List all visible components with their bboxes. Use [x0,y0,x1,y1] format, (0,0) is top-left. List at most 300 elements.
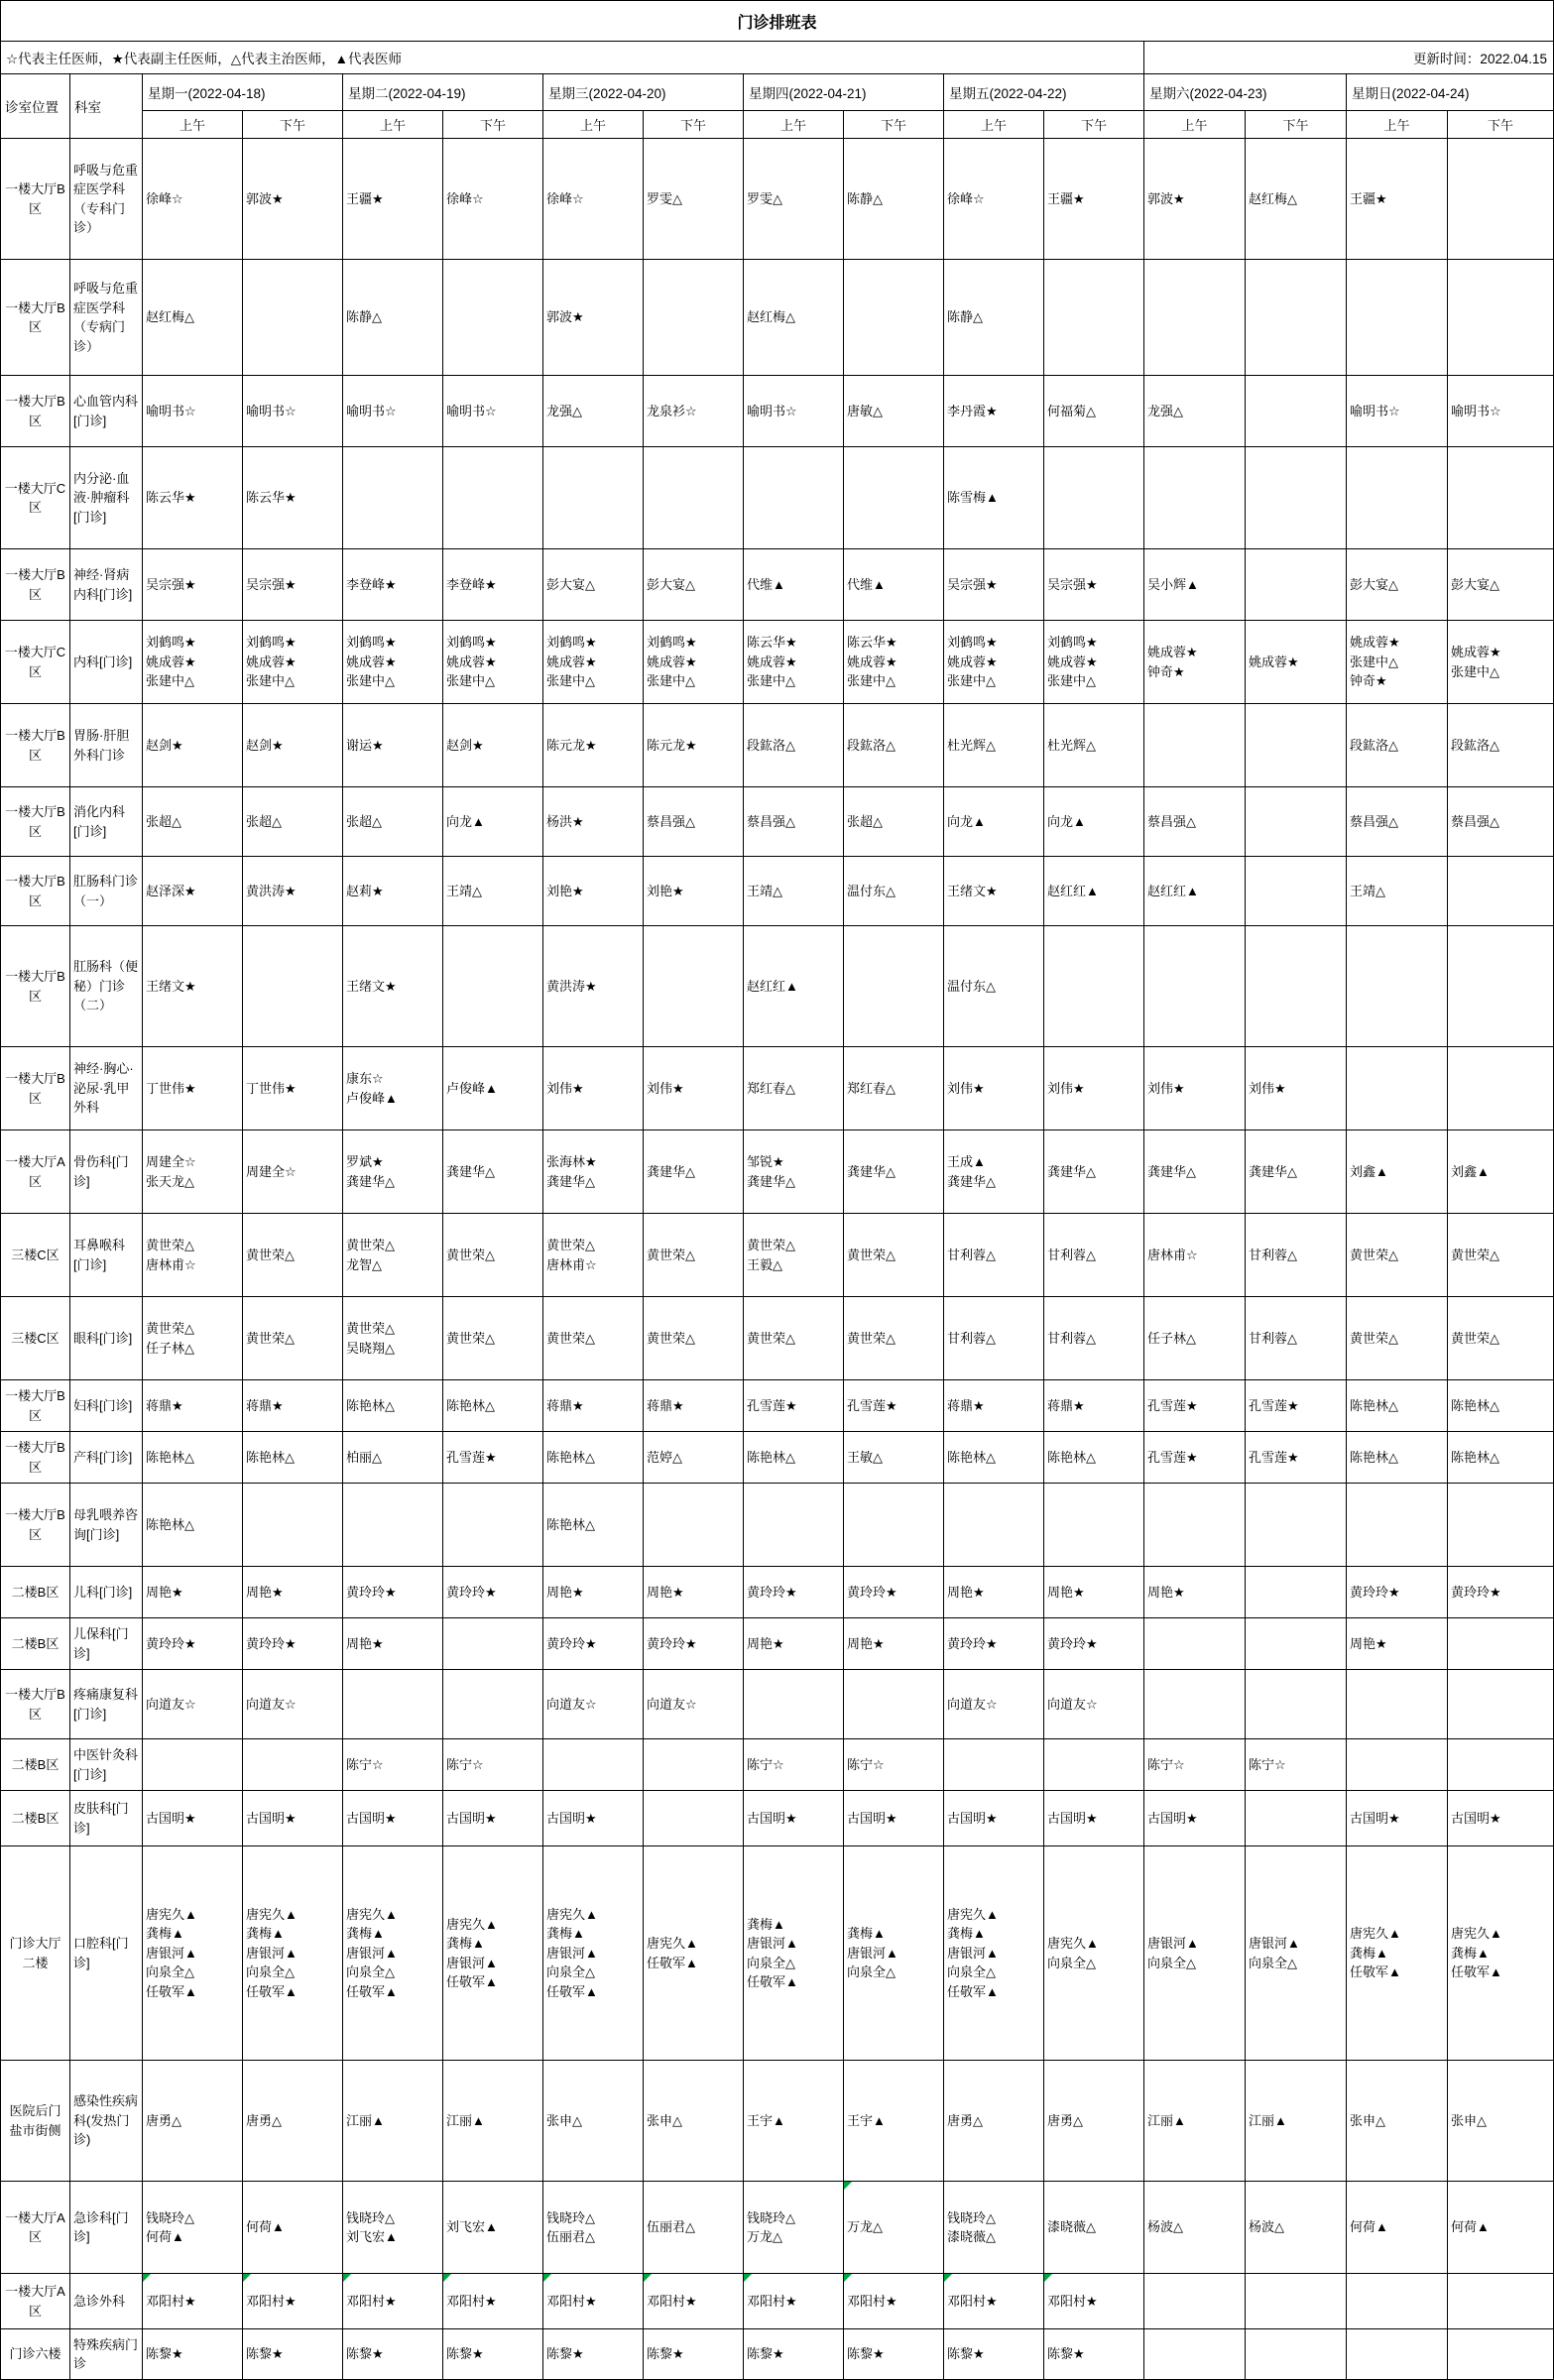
am-header: 上午 [1144,111,1246,139]
schedule-cell: 甘利蓉△ [1246,1214,1347,1297]
schedule-cell: 唐宪久▲ 龚梅▲ 唐银河▲ 向泉全△ 任敬军▲ [944,1846,1044,2061]
schedule-cell: 黄玲玲★ [644,1618,744,1670]
title-row [1,1,1554,42]
schedule-cell: 罗斌★ 龚建华△ [343,1130,443,1214]
schedule-cell: 黄玲玲★ [143,1618,243,1670]
location-cell: 一楼大厅C区 [1,447,70,549]
schedule-cell: 周建全☆ 张天龙△ [143,1130,243,1214]
schedule-cell: 卢俊峰▲ [443,1047,543,1130]
location-cell: 一楼大厅B区 [1,787,70,857]
schedule-cell: 陈艳林△ [1347,1432,1448,1484]
schedule-cell [1246,2329,1347,2380]
schedule-cell [1246,1670,1347,1739]
schedule-cell: 周艳★ [243,1567,343,1618]
location-cell: 一楼大厅B区 [1,1484,70,1567]
schedule-cell: 柏丽△ [343,1432,443,1484]
table-row [1,1846,1554,2061]
schedule-cell [1347,1047,1448,1130]
schedule-cell: 黄世荣△ [1347,1297,1448,1380]
schedule-cell [1246,704,1347,787]
schedule-cell [443,260,543,376]
schedule-cell: 黄世荣△ 龙智△ [343,1214,443,1297]
schedule-cell: 向道友☆ [543,1670,644,1739]
location-cell: 一楼大厅B区 [1,376,70,447]
schedule-cell: 陈元龙★ [644,704,744,787]
schedule-cell: 刘伟★ [1144,1047,1246,1130]
schedule-cell [1144,2329,1246,2380]
schedule-cell: 孔雪莲★ [1144,1432,1246,1484]
schedule-cell: 赵红红▲ [744,926,844,1047]
schedule-cell: 古国明★ [1347,1791,1448,1846]
location-cell: 一楼大厅B区 [1,549,70,621]
schedule-cell: 黄世荣△ [644,1214,744,1297]
schedule-cell: 唐宪久▲ 龚梅▲ 唐银河▲ 任敬军▲ [443,1846,543,2061]
schedule-cell: 赵红梅△ [744,260,844,376]
schedule-cell: 陈静△ [844,139,944,260]
schedule-cell: 徐峰☆ [143,139,243,260]
pm-header: 下午 [644,111,744,139]
schedule-cell: 向道友☆ [944,1670,1044,1739]
schedule-cell: 吴宗强★ [944,549,1044,621]
schedule-cell: 陈黎★ [844,2329,944,2380]
schedule-cell: 钱晓玲△ 刘飞宏▲ [343,2182,443,2274]
schedule-cell: 段鈜洛△ [744,704,844,787]
schedule-cell: 陈艳林△ [243,1432,343,1484]
schedule-cell: 陈艳林△ [443,1380,543,1432]
schedule-cell: 唐宪久▲ 龚梅▲ 唐银河▲ 向泉全△ 任敬军▲ [243,1846,343,2061]
department-cell: 内分泌·血液·肿瘤科[门诊] [70,447,143,549]
schedule-cell: 陈云华★ 姚成蓉★ 张建中△ [744,621,844,704]
day-header-mon: 星期一(2022-04-18) [143,74,343,111]
schedule-cell: 蔡昌强△ [1448,787,1554,857]
schedule-cell: 陈艳林△ [543,1432,644,1484]
schedule-cell: 黄世荣△ 任子林△ [143,1297,243,1380]
schedule-cell: 吴小辉▲ [1144,549,1246,621]
day-header-row [1,74,1554,111]
schedule-cell: 姚成蓉★ 张建中△ 钟奇★ [1347,621,1448,704]
schedule-cell: 江丽▲ [1246,2061,1347,2182]
schedule-cell: 刘艳★ [543,857,644,926]
schedule-cell: 彭大宴△ [1347,549,1448,621]
schedule-cell [644,447,744,549]
schedule-cell: 孔雪莲★ [1144,1380,1246,1432]
schedule-cell: 龚建华△ [1044,1130,1144,1214]
schedule-cell [1448,1047,1554,1130]
schedule-cell: 黄世荣△ 吴晓翔△ [343,1297,443,1380]
department-cell: 消化内科[门诊] [70,787,143,857]
schedule-cell: 黄玲玲★ [543,1618,644,1670]
location-header: 诊室位置 [1,74,70,139]
schedule-cell: 陈宁☆ [1144,1739,1246,1791]
schedule-cell [1448,1618,1554,1670]
schedule-cell: 刘伟★ [1246,1047,1347,1130]
schedule-cell: 李登峰★ [443,549,543,621]
schedule-cell [1448,260,1554,376]
schedule-cell: 邓阳村★ [243,2274,343,2329]
schedule-cell [644,1484,744,1567]
department-cell: 儿科[门诊] [70,1567,143,1618]
schedule-cell: 郭波★ [543,260,644,376]
schedule-cell: 陈宁☆ [343,1739,443,1791]
day-header-thu: 星期四(2022-04-21) [744,74,944,111]
schedule-cell: 刘鹤鸣★ 姚成蓉★ 张建中△ [143,621,243,704]
schedule-cell: 姚成蓉★ [1246,621,1347,704]
table-row [1,1670,1554,1739]
schedule-cell: 唐林甫☆ [1144,1214,1246,1297]
schedule-cell [1347,447,1448,549]
schedule-cell: 向龙▲ [1044,787,1144,857]
location-cell: 一楼大厅B区 [1,260,70,376]
schedule-cell [1144,260,1246,376]
day-header-sun: 星期日(2022-04-24) [1347,74,1554,111]
schedule-cell: 龚建华△ [443,1130,543,1214]
department-cell: 妇科[门诊] [70,1380,143,1432]
schedule-cell [644,1739,744,1791]
schedule-cell: 龚梅▲ 唐银河▲ 向泉全△ [844,1846,944,2061]
schedule-cell [1144,2274,1246,2329]
schedule-cell: 陈云华★ [243,447,343,549]
schedule-cell: 龚建华△ [1246,1130,1347,1214]
schedule-cell: 刘鹤鸣★ 姚成蓉★ 张建中△ [243,621,343,704]
location-cell: 门诊六楼 [1,2329,70,2380]
department-cell: 骨伤科[门诊] [70,1130,143,1214]
schedule-cell: 孔雪莲★ [744,1380,844,1432]
schedule-cell: 徐峰☆ [944,139,1044,260]
schedule-cell: 张海林★ 龚建华△ [543,1130,644,1214]
schedule-cell: 邓阳村★ [744,2274,844,2329]
schedule-cell: 康东☆ 卢俊峰▲ [343,1047,443,1130]
schedule-cell: 赵红梅△ [1246,139,1347,260]
schedule-cell: 周艳★ [744,1618,844,1670]
department-cell: 儿保科[门诊] [70,1618,143,1670]
table-row [1,2274,1554,2329]
schedule-cell [1448,1484,1554,1567]
update-time: 更新时间：2022.04.15 [1144,42,1554,74]
schedule-cell: 黄世荣△ [844,1214,944,1297]
schedule-cell: 古国明★ [143,1791,243,1846]
schedule-cell: 郭波★ [1144,139,1246,260]
schedule-cell: 陈黎★ [443,2329,543,2380]
table-row [1,447,1554,549]
location-cell: 二楼B区 [1,1739,70,1791]
schedule-cell: 刘鹤鸣★ 姚成蓉★ 张建中△ [443,621,543,704]
department-cell: 内科[门诊] [70,621,143,704]
table-row [1,1618,1554,1670]
schedule-cell: 蒋鼎★ [543,1380,644,1432]
schedule-cell: 黄世荣△ [243,1214,343,1297]
schedule-body [1,139,1554,2380]
location-cell: 一楼大厅B区 [1,1047,70,1130]
schedule-cell: 周艳★ [944,1567,1044,1618]
location-cell: 三楼C区 [1,1297,70,1380]
department-cell: 口腔科[门诊] [70,1846,143,2061]
schedule-cell: 王靖△ [744,857,844,926]
schedule-cell [443,447,543,549]
schedule-cell: 周艳★ [1144,1567,1246,1618]
table-row [1,1484,1554,1567]
schedule-cell: 蔡昌强△ [1144,787,1246,857]
schedule-cell: 邓阳村★ [443,2274,543,2329]
schedule-cell: 杨洪★ [543,787,644,857]
schedule-cell [1448,447,1554,549]
schedule-cell [1044,260,1144,376]
am-header: 上午 [744,111,844,139]
schedule-cell [443,1670,543,1739]
schedule-cell [1246,787,1347,857]
schedule-cell [1044,1739,1144,1791]
schedule-cell [343,1484,443,1567]
department-cell: 中医针灸科[门诊] [70,1739,143,1791]
table-row [1,1567,1554,1618]
schedule-cell: 周艳★ [1347,1618,1448,1670]
schedule-cell: 姚成蓉★ 张建中△ [1448,621,1554,704]
table-row [1,926,1554,1047]
schedule-cell: 孔雪莲★ [844,1380,944,1432]
schedule-cell [1144,704,1246,787]
schedule-cell: 向道友☆ [1044,1670,1144,1739]
schedule-cell [1246,2274,1347,2329]
location-cell: 二楼B区 [1,1567,70,1618]
schedule-cell: 龚建华△ [844,1130,944,1214]
day-header-sat: 星期六(2022-04-23) [1144,74,1347,111]
schedule-cell: 张超△ [243,787,343,857]
schedule-cell: 黄世荣△ [644,1297,744,1380]
schedule-cell: 周艳★ [644,1567,744,1618]
schedule-cell: 古国明★ [243,1791,343,1846]
schedule-cell [1448,926,1554,1047]
schedule-cell [1347,1739,1448,1791]
table-row [1,260,1554,376]
schedule-cell: 喻明书☆ [1347,376,1448,447]
schedule-cell: 古国明★ [543,1791,644,1846]
schedule-cell: 唐银河▲ 向泉全△ [1144,1846,1246,2061]
table-row [1,1214,1554,1297]
schedule-cell: 喻明书☆ [343,376,443,447]
schedule-cell [243,260,343,376]
location-cell: 一楼大厅B区 [1,857,70,926]
schedule-cell: 甘利蓉△ [1044,1214,1144,1297]
schedule-cell: 唐宪久▲ 龚梅▲ 唐银河▲ 向泉全△ 任敬军▲ [343,1846,443,2061]
schedule-cell: 甘利蓉△ [1044,1297,1144,1380]
schedule-cell: 王绪文★ [143,926,243,1047]
schedule-cell [1246,447,1347,549]
schedule-cell [443,926,543,1047]
schedule-cell: 张超△ [143,787,243,857]
pm-header: 下午 [243,111,343,139]
table-row [1,1791,1554,1846]
schedule-cell: 李登峰★ [343,549,443,621]
schedule-cell: 刘伟★ [644,1047,744,1130]
schedule-cell: 龙强△ [1144,376,1246,447]
schedule-cell: 张超△ [844,787,944,857]
schedule-cell: 黄玲玲★ [343,1567,443,1618]
location-cell: 一楼大厅B区 [1,1380,70,1432]
department-cell: 产科[门诊] [70,1432,143,1484]
schedule-cell: 古国明★ [744,1791,844,1846]
schedule-cell: 周艳★ [143,1567,243,1618]
schedule-cell: 刘鹤鸣★ 姚成蓉★ 张建中△ [343,621,443,704]
schedule-cell: 陈云华★ [143,447,243,549]
schedule-cell [944,1484,1044,1567]
schedule-cell: 孔雪莲★ [1246,1432,1347,1484]
schedule-cell: 张超△ [343,787,443,857]
schedule-cell: 陈黎★ [243,2329,343,2380]
schedule-cell: 邓阳村★ [343,2274,443,2329]
location-cell: 二楼B区 [1,1791,70,1846]
schedule-cell: 钱晓玲△ 伍丽君△ [543,2182,644,2274]
day-header-fri: 星期五(2022-04-22) [944,74,1144,111]
ampm-header-row [1,111,1554,139]
location-cell: 一楼大厅B区 [1,704,70,787]
table-row [1,704,1554,787]
schedule-cell: 黄世荣△ 王毅△ [744,1214,844,1297]
schedule-cell: 温付东△ [944,926,1044,1047]
schedule-cell [1246,1484,1347,1567]
schedule-cell: 陈艳林△ [1044,1432,1144,1484]
schedule-cell: 黄玲玲★ [944,1618,1044,1670]
schedule-cell: 刘伟★ [1044,1047,1144,1130]
schedule-cell: 伍丽君△ [644,2182,744,2274]
schedule-cell: 喻明书☆ [443,376,543,447]
table-row [1,1047,1554,1130]
schedule-cell: 徐峰☆ [543,139,644,260]
schedule-cell: 赵红红▲ [1144,857,1246,926]
schedule-cell [1246,376,1347,447]
department-cell: 胃肠·肝胆外科门诊 [70,704,143,787]
department-cell: 眼科[门诊] [70,1297,143,1380]
schedule-cell: 向龙▲ [443,787,543,857]
schedule-cell: 蔡昌强△ [744,787,844,857]
schedule-cell: 唐宪久▲ 任敬军▲ [644,1846,744,2061]
schedule-cell: 万龙△ [844,2182,944,2274]
schedule-cell [744,1670,844,1739]
department-header: 科室 [70,74,143,139]
schedule-cell: 喻明书☆ [1448,376,1554,447]
schedule-cell: 刘伟★ [944,1047,1044,1130]
schedule-cell: 陈黎★ [644,2329,744,2380]
schedule-cell: 任子林△ [1144,1297,1246,1380]
schedule-cell [844,260,944,376]
schedule-cell: 陈艳林△ [1448,1380,1554,1432]
schedule-cell [1448,857,1554,926]
schedule-cell: 何荷▲ [1347,2182,1448,2274]
department-cell: 感染性疾病科(发热门诊) [70,2061,143,2182]
schedule-cell: 张申△ [543,2061,644,2182]
schedule-cell: 蔡昌强△ [644,787,744,857]
am-header: 上午 [944,111,1044,139]
schedule-cell [1246,260,1347,376]
schedule-cell: 陈宁☆ [1246,1739,1347,1791]
table-row [1,1297,1554,1380]
schedule-cell: 唐银河▲ 向泉全△ [1246,1846,1347,2061]
location-cell: 一楼大厅B区 [1,139,70,260]
schedule-cell: 蒋鼎★ [644,1380,744,1432]
schedule-cell: 陈静△ [343,260,443,376]
schedule-cell: 刘飞宏▲ [443,2182,543,2274]
schedule-cell [1246,1791,1347,1846]
schedule-cell: 唐勇△ [1044,2061,1144,2182]
schedule-cell: 蒋鼎★ [1044,1380,1144,1432]
table-row [1,139,1554,260]
schedule-cell [1448,2329,1554,2380]
schedule-cell [443,1618,543,1670]
schedule-cell [1246,549,1347,621]
schedule-cell: 周艳★ [1044,1567,1144,1618]
schedule-cell: 郑红春△ [844,1047,944,1130]
schedule-cell: 陈艳林△ [744,1432,844,1484]
schedule-cell: 向龙▲ [944,787,1044,857]
schedule-cell: 黄世荣△ [443,1297,543,1380]
schedule-cell [844,447,944,549]
schedule-cell: 陈黎★ [944,2329,1044,2380]
schedule-cell: 彭大宴△ [1448,549,1554,621]
table-row [1,1739,1554,1791]
schedule-cell: 黄世荣△ [744,1297,844,1380]
schedule-cell: 邓阳村★ [644,2274,744,2329]
schedule-cell: 周艳★ [343,1618,443,1670]
schedule-cell: 黄洪涛★ [543,926,644,1047]
department-cell: 神经·肾病内科[门诊] [70,549,143,621]
schedule-cell: 王疆★ [343,139,443,260]
table-row [1,2329,1554,2380]
schedule-cell: 刘艳★ [644,857,744,926]
schedule-cell: 王宇▲ [844,2061,944,2182]
schedule-cell: 李丹霞★ [944,376,1044,447]
pm-header: 下午 [1246,111,1347,139]
table-row [1,621,1554,704]
location-cell: 门诊大厅二楼 [1,1846,70,2061]
schedule-cell: 喻明书☆ [143,376,243,447]
department-cell: 母乳喂养咨询[门诊] [70,1484,143,1567]
department-cell: 心血管内科[门诊] [70,376,143,447]
schedule-cell [1144,1618,1246,1670]
am-header: 上午 [143,111,243,139]
schedule-cell: 姚成蓉★ 钟奇★ [1144,621,1246,704]
schedule-cell: 黄玲玲★ [844,1567,944,1618]
schedule-cell [1347,926,1448,1047]
schedule-cell: 古国明★ [844,1791,944,1846]
pm-header: 下午 [1044,111,1144,139]
schedule-cell: 何福菊△ [1044,376,1144,447]
schedule-cell: 段鈜洛△ [1347,704,1448,787]
schedule-cell [1246,1618,1347,1670]
schedule-cell [243,1739,343,1791]
schedule-cell: 黄世荣△ 唐林甫☆ [143,1214,243,1297]
schedule-cell [844,1670,944,1739]
department-cell: 急诊外科 [70,2274,143,2329]
schedule-cell [543,1739,644,1791]
schedule-cell: 唐勇△ [243,2061,343,2182]
location-cell: 一楼大厅B区 [1,1432,70,1484]
schedule-cell: 甘利蓉△ [944,1297,1044,1380]
table-row [1,1380,1554,1432]
table-row [1,376,1554,447]
schedule-cell [844,1484,944,1567]
schedule-cell: 古国明★ [1044,1791,1144,1846]
legend-row [1,42,1554,74]
schedule-cell: 徐峰☆ [443,139,543,260]
schedule-cell: 黄世荣△ 唐林甫☆ [543,1214,644,1297]
schedule-cell: 陈云华★ 姚成蓉★ 张建中△ [844,621,944,704]
table-row [1,2061,1554,2182]
table-row [1,2182,1554,2274]
schedule-cell [1347,2329,1448,2380]
schedule-cell: 代维▲ [744,549,844,621]
schedule-cell [1144,926,1246,1047]
schedule-cell: 甘利蓉△ [1246,1297,1347,1380]
schedule-cell: 周艳★ [543,1567,644,1618]
schedule-cell: 古国明★ [1448,1791,1554,1846]
